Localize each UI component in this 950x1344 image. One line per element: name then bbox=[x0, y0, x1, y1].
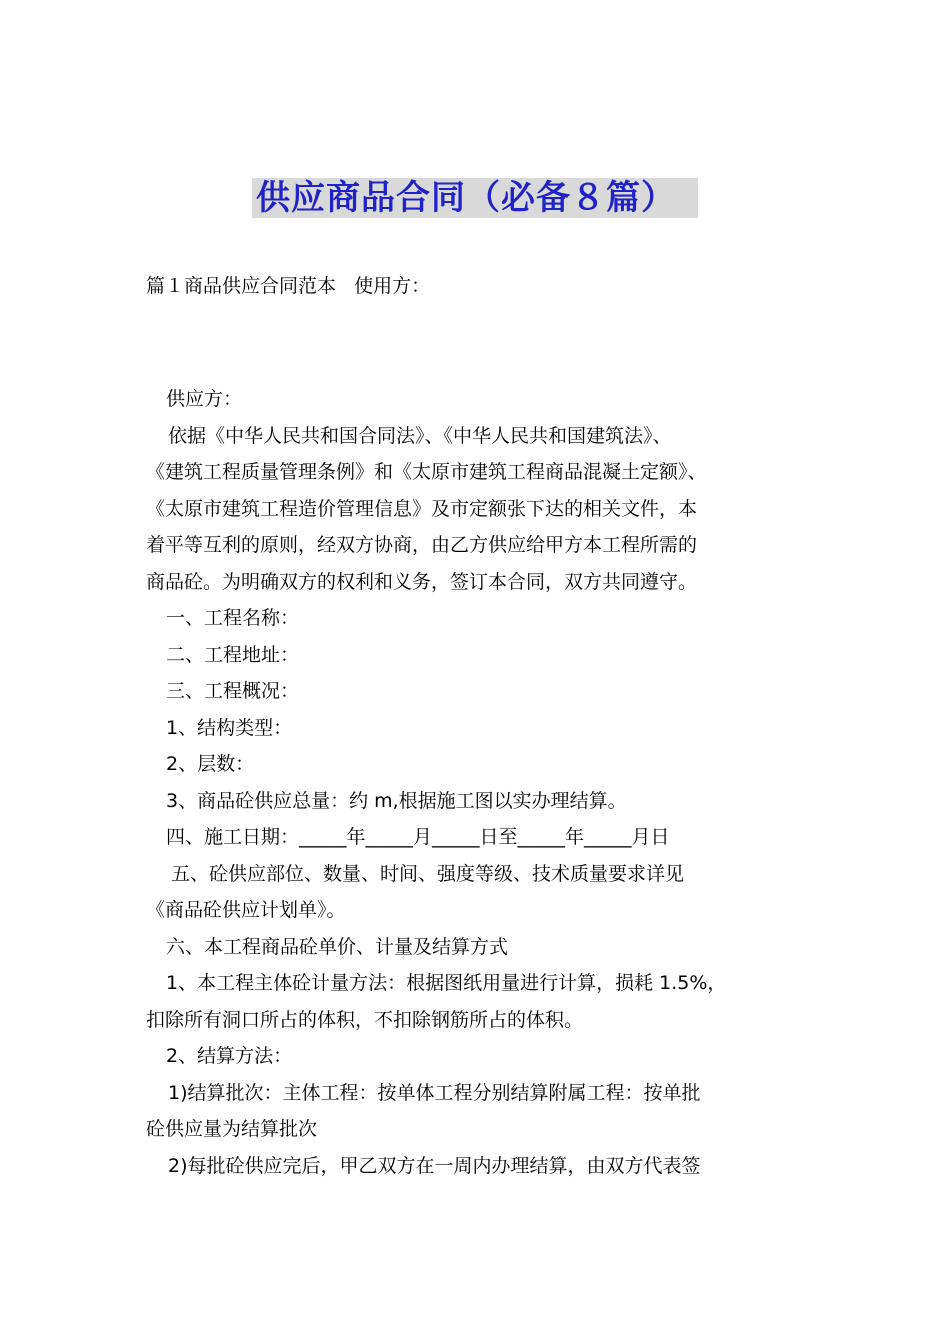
paragraph-line: 砼供应量为结算批次 bbox=[146, 1118, 318, 1140]
paragraph-line: 《商品砼供应计划单》。 bbox=[146, 899, 346, 921]
paragraph-line: 扣除所有洞口所占的体积，不扣除钢筋所占的体积。 bbox=[146, 1008, 584, 1031]
paragraph-line: 2)每批砼供应完后，甲乙双方在一周内办理结算，由双方代表签 bbox=[168, 1154, 701, 1177]
document-title: 供应商品合同（必备８篇） bbox=[252, 178, 698, 218]
paragraph-line: 商品砼。为明确双方的权利和义务，签订本合同，双方共同遵守。 bbox=[146, 570, 698, 593]
paragraph-line: 依据《中华人民共和国合同法》、《中华人民共和国建筑法》、 bbox=[168, 424, 672, 447]
paragraph-line: 一、工程名称： bbox=[166, 607, 300, 629]
paragraph-line: 2、层数： bbox=[166, 753, 255, 775]
paragraph-line: 供应方： bbox=[166, 388, 243, 410]
title-container bbox=[0, 178, 950, 218]
paragraph-line: 四、施工日期：_____年_____月_____日至_____年_____月日 bbox=[166, 826, 670, 848]
section-heading: 篇１商品供应合同范本 使用方： bbox=[146, 275, 431, 297]
paragraph-line: 1、本工程主体砼计量方法：根据图纸用量进行计算，损耗 1.5%， bbox=[166, 972, 727, 994]
paragraph-line: 3、商品砼供应总量：约 m,根据施工图以实办理结算。 bbox=[166, 789, 627, 812]
paragraph-line: 五、砼供应部位、数量、时间、强度等级、技术质量要求详见 bbox=[171, 862, 685, 885]
paragraph-line: 《建筑工程质量管理条例》和《太原市建筑工程商品混凝土定额》、 bbox=[146, 461, 707, 483]
paragraph-line: 1、结构类型： bbox=[166, 716, 293, 739]
document-body bbox=[146, 381, 806, 1184]
paragraph-line: 六、本工程商品砼单价、计量及结算方式 bbox=[166, 935, 509, 958]
paragraph-line: 《太原市建筑工程造价管理信息》及市定额张下达的相关文件，本 bbox=[146, 497, 698, 520]
paragraph-line: 着平等互利的原则，经双方协商，由乙方供应给甲方本工程所需的 bbox=[146, 534, 698, 556]
paragraph-line: 2、结算方法： bbox=[166, 1045, 293, 1067]
paragraph-line: 二、工程地址： bbox=[166, 643, 300, 666]
paragraph-line: 三、工程概况： bbox=[166, 680, 300, 702]
paragraph-line: 1)结算批次：主体工程：按单体工程分别结算附属工程：按单批 bbox=[168, 1081, 701, 1104]
